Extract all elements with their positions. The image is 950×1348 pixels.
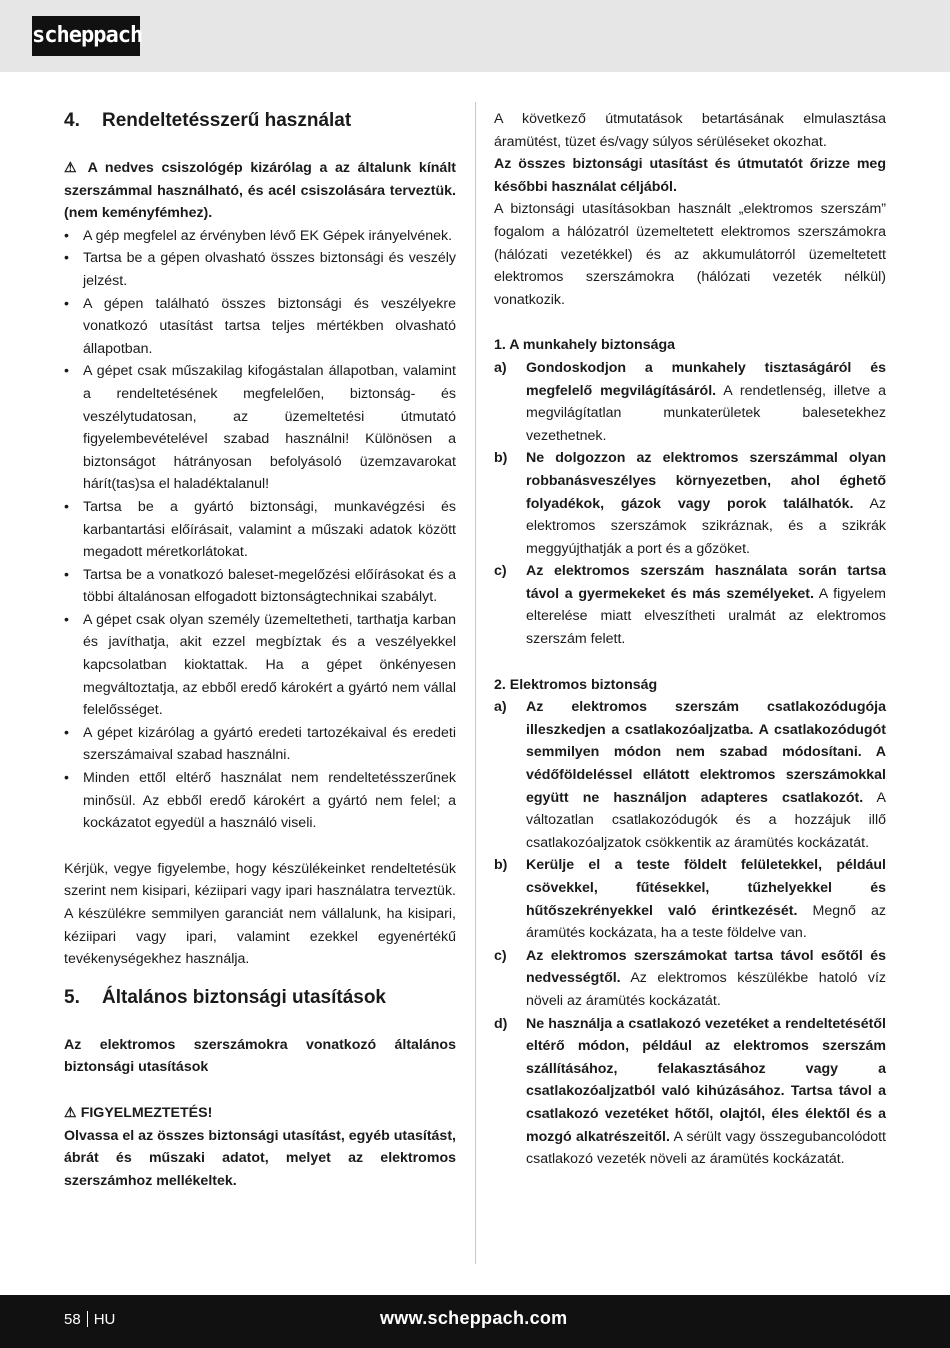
list-item: c) Az elektromos szerszámokat tartsa távol esőtől és nedvességtől. Az elektromos készülékbe hatoló víz növeli az áramütés kockázatát.	[494, 947, 886, 1009]
list-item: • Tartsa be a gépen olvasható összes biztonsági és veszély jelzést.	[64, 247, 456, 292]
intended-use-warning	[64, 157, 456, 225]
language-code: HU	[93, 1311, 116, 1328]
electrical-safety-heading: 2. Elektromos biztonság	[494, 676, 658, 693]
intended-use-warning-text: A nedves csiszológép kizárólag a az általunk kínált szerszámmal használható, és acél csiszolására terveztük. (nem keményfémhez).	[64, 160, 456, 222]
header-band	[0, 0, 950, 72]
list-item: • A gépet csak olyan személy üzemeltetheti, tarthatja karban és javíthatja, akit ezzel megbíztak és a veszélyekkel kapcsolatban kioktattak. Ha a gépet önkényesen megváltoztatja, az ebből eredő károkért a gyártó nem vállal felelősséget.	[64, 609, 456, 722]
section-4-number: 4.	[64, 110, 80, 131]
section-5-heading	[64, 985, 456, 1011]
section-4-heading	[64, 108, 456, 134]
warning-icon: ⚠	[64, 160, 81, 176]
list-item: b) Ne dolgozzon az elektromos szerszámmal olyan robbanásveszélyes környezetben, ahol éghető folyadékok, gázok vagy porok találhatók. Az elektromos szerszámok szikráznak, és a szikrák meggyújthatják a port és a gőzöket.	[494, 450, 887, 557]
intro-paragraph-2: Az összes biztonsági utasítást és útmutatót őrizze meg későbbi használat céljából.	[494, 156, 886, 195]
list-item: • Tartsa be a vonatkozó baleset-megelőzési előírásokat és a többi általánosan elfogadott biztonságtechnikai szabályt.	[64, 564, 456, 609]
section-5-title: Általános biztonsági utasítások	[102, 986, 386, 1008]
general-safety-subheading: Az elektromos szerszámokra vonatkozó általános biztonsági utasítások	[64, 1036, 456, 1076]
warning-label: ⚠ FIGYELMEZTETÉS!	[64, 1104, 213, 1121]
workplace-safety-list	[494, 357, 886, 651]
list-item: a) Gondoskodjon a munkahely tisztaságáról és megfelelő megvilágításáról. A rendetlenség, illetve a megvilágítatlan munkaterületek balesetekhez vezethetnek.	[494, 359, 886, 444]
list-item: d) Ne használja a csatlakozó vezetéket a rendeltetésétől eltérő módon, például az elektromos szerszám szállításához, felakasztásához vagy a csatlakozóaljzatból való kihúzásához. Tartsa távol a csatlakozó vezetéket hőtől, olajtól, éles élektől és a mozgó alkatrészeitől. A sérült vagy összegubancolódott csatlakozó vezeték növeli az áramütés kockázatát.	[494, 1015, 886, 1168]
workplace-safety-heading: 1. A munkahely biztonsága	[494, 337, 676, 354]
list-item: b) Kerülje el a teste földelt felületekkel, például csövekkel, fűtésekkel, tűzhelyekkel és hűtőszekrényekkel való érintkezését. Megnő az áramütés kockázata, ha a teste földelve van.	[494, 857, 886, 942]
list-item: • A gépet csak műszakilag kifogástalan állapotban, valamint a rendeltetésének megfelelően, biztonság- és veszélytudatosan, az üzemeltetési útmutató figyelembevételével szabad használni! Különösen a biztonságot hátrányosan befolyásoló üzemzavarokat hárít(tas)sa el haladéktalanul!	[64, 360, 456, 496]
brand-logo: scheppach	[32, 16, 140, 56]
list-item: • A gép megfelel az érvényben lévő EK Gépek irányelvének.	[64, 225, 456, 248]
list-item: • A gépet kizárólag a gyártó eredeti tartozékaival és eredeti szerszámaival szabad használni.	[64, 722, 456, 767]
commercial-use-note: Kérjük, vegye figyelembe, hogy készülékeinket rendeltetésük szerint nem kisipari, kéziipari vagy ipari használatra terveztük. A készülékre semmilyen garanciát nem vállalunk, ha kisipari, kéziipari vagy ipari, valamint ezekkel egyenértékű tevékenységekhez használja.	[64, 860, 456, 968]
warning-text: Olvassa el az összes biztonsági utasítást, egyéb utasítást, ábrát és műszaki adatot, melyet az elektromos szerszámhoz mellékeltek.	[64, 1127, 456, 1189]
intro-paragraph-1: A következő útmutatások betartásának elmulasztása áramütést, tüzet és/vagy súlyos sérüléseket okozhat.	[494, 111, 886, 150]
warning-icon: ⚠	[64, 1104, 77, 1121]
section-4-title: Rendeltetésszerű használat	[102, 110, 352, 131]
page-number: 58 HU	[64, 1311, 116, 1328]
intended-use-list	[64, 225, 456, 835]
intro-paragraph-3: A biztonsági utasításokban használt „elektromos szerszám” fogalom a hálózatról üzemeltetett elektromos szerszámokra (hálózati vezetékkel) és az akkumulátorról üzemeltetett elektromos szerszámokra (hálózati vezeték nélkül) vonatkozik.	[494, 201, 886, 308]
footer-band	[0, 1295, 950, 1348]
electrical-safety-list	[494, 696, 886, 1170]
list-item: • Tartsa be a gyártó biztonsági, munkavégzési és karbantartási előírásait, valamint a műszaki adatok között megadott méretkorlátokat.	[64, 496, 456, 564]
right-column	[494, 108, 886, 1171]
left-column	[64, 108, 456, 1192]
list-item: c) Az elektromos szerszám használata során tartsa távol a gyermekeket és más személyeket. A figyelem elterelése miatt elveszítheti uralmát az elektromos szerszám felett.	[494, 563, 886, 648]
section-5-number: 5.	[64, 986, 80, 1008]
list-item: • A gépen található összes biztonsági és veszélyekre vonatkozó utasítást tartsa teljes mértékben olvasható állapotban.	[64, 293, 456, 361]
website-link[interactable]: www.scheppach.com	[380, 1308, 568, 1328]
list-item: • Minden ettől eltérő használat nem rendeltetésszerűnek minősül. Az ebből eredő károkért a gyártó nem felel; a kockázatot egyedül a használó viseli.	[64, 767, 456, 835]
column-divider	[475, 102, 476, 1264]
list-item: a) Az elektromos szerszám csatlakozódugója illeszkedjen a csatlakozóaljzatba. A csatlakozódugót semmilyen módon nem szabad módosítani. A védőföldeléssel ellátott elektromos szerszámokkal együtt ne használjon adapteres csatlakozót. A változatlan csatlakozódugók és a hozzájuk illő csatlakozóaljzatok csökkentik az áramütés kockázatát.	[494, 699, 886, 851]
